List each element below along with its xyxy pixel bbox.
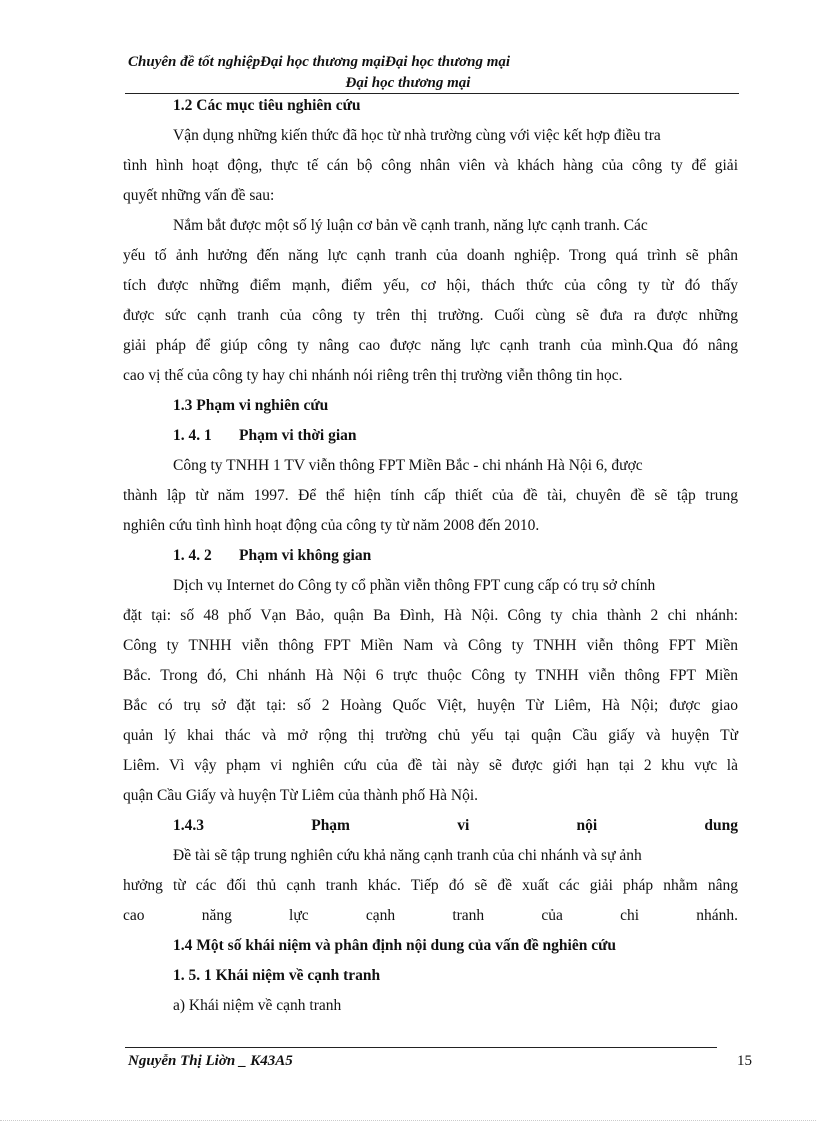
heading-text: Phạm vi không gian xyxy=(239,547,372,564)
heading-1-4: 1.4 Một số khái niệm và phân định nội dung của vấn đề nghiên cứu xyxy=(173,937,616,954)
header-rule xyxy=(125,93,739,94)
list-item-a: a) Khái niệm về cạnh tranh xyxy=(173,997,342,1014)
paragraph-line: cao vị thế của công ty hay chi nhánh nói riêng trên thị trường viễn thông tin học. xyxy=(123,367,623,384)
heading-1-4-2 xyxy=(173,546,738,576)
paragraph-line: quyết những vấn đề sau: xyxy=(123,187,275,204)
paragraph-line: Bắc có trụ sở đặt tại: số 2 Hoàng Quốc Việt, huyện Từ Liêm, Hà Nội; được giao xyxy=(123,697,738,714)
paragraph-line: Nắm bắt được một số lý luận cơ bản về cạnh tranh, năng lực cạnh tranh. Các xyxy=(173,217,648,234)
paragraph-line: quận Cầu Giấy và huyện Từ Liêm của thành phố Hà Nội. xyxy=(123,787,479,804)
document-body xyxy=(123,96,738,1026)
footer-rule xyxy=(125,1047,717,1048)
heading-1-5-1: 1. 5. 1 Khái niệm về cạnh tranh xyxy=(173,967,381,984)
paragraph-line: Công ty TNHH viễn thông FPT Miền Nam và Công ty TNHH viễn thông FPT Miền xyxy=(123,637,738,654)
footer-author: Nguyễn Thị Liờn _ K43A5 xyxy=(128,1053,293,1069)
paragraph-line: Đề tài sẽ tập trung nghiên cứu khả năng cạnh tranh của chi nhánh và sự ảnh xyxy=(173,847,642,864)
paragraph-line: Dịch vụ Internet do Công ty cổ phần viễn thông FPT cung cấp có trụ sở chính xyxy=(173,577,656,594)
paragraph-line: Liêm. Vì vậy phạm vi nghiên cứu của đề tài này sẽ được giới hạn tại 2 khu vực là xyxy=(123,757,738,774)
heading-number: 1. 4. 1 xyxy=(173,427,212,444)
paragraph-line: được sức cạnh tranh của công ty trên thị trường. Cuối cùng sẽ đưa ra được những xyxy=(123,307,738,324)
paragraph-line: hưởng từ các đối thủ cạnh tranh khác. Tiếp đó sẽ đề xuất các giải pháp nhằm nâng xyxy=(123,877,738,894)
paragraph-line: Công ty TNHH 1 TV viễn thông FPT Miền Bắc - chi nhánh Hà Nội 6, được xyxy=(173,457,643,474)
heading-1-2: 1.2 Các mục tiêu nghiên cứu xyxy=(173,97,361,114)
paragraph-line: Bắc. Trong đó, Chi nhánh Hà Nội 6 trực thuộc Công ty TNHH viễn thông FPT Miền xyxy=(123,667,738,684)
paragraph-line: Vận dụng những kiến thức đã học từ nhà trường cùng với việc kết hợp điều tra xyxy=(173,127,661,144)
paragraph-line: nghiên cứu tình hình hoạt động của công ty từ năm 2008 đến 2010. xyxy=(123,517,540,534)
paragraph-line: giải pháp để giúp công ty nâng cao được năng lực cạnh tranh của mình.Qua đó nâng xyxy=(123,337,738,354)
paragraph-line: cao năng lực cạnh tranh của chi nhánh. xyxy=(123,907,738,924)
paragraph-line: đặt tại: số 48 phố Vạn Bảo, quận Ba Đình, Hà Nội. Công ty chia thành 2 chi nhánh: xyxy=(123,607,738,624)
paragraph-line: quản lý khai thác và mở rộng thị trường chủ yếu tại quận Cầu giấy và huyện Từ xyxy=(123,727,738,744)
heading-1-4-1 xyxy=(173,426,738,456)
paragraph-line: tích được những điểm mạnh, điểm yếu, cơ hội, thách thức của công ty từ đó thấy xyxy=(123,277,738,294)
paragraph-line: tình hình hoạt động, thực tế cán bộ công nhân viên và khách hàng của công ty để giải xyxy=(123,157,738,174)
page-edge-dotted-line xyxy=(0,1120,816,1121)
header-title-line2: Đại học thương mại xyxy=(345,75,471,91)
page-number: 15 xyxy=(737,1053,752,1069)
heading-text: Phạm vi thời gian xyxy=(239,427,357,444)
paragraph-line: yếu tố ảnh hưởng đến năng lực cạnh tranh của doanh nghiệp. Trong quá trình sẽ phân xyxy=(123,247,738,264)
header-title-line1: Chuyên đề tốt nghiệpĐại học thương mạiĐại học thương mại xyxy=(128,54,511,70)
heading-1-3: 1.3 Phạm vi nghiên cứu xyxy=(173,397,329,414)
heading-number: 1. 4. 2 xyxy=(173,547,212,564)
heading-1-4-3: 1.4.3 Phạm vi nội dung xyxy=(173,817,738,834)
paragraph-line: thành lập từ năm 1997. Để thể hiện tính cấp thiết của đề tài, chuyên đề sẽ tập trung xyxy=(123,487,738,504)
